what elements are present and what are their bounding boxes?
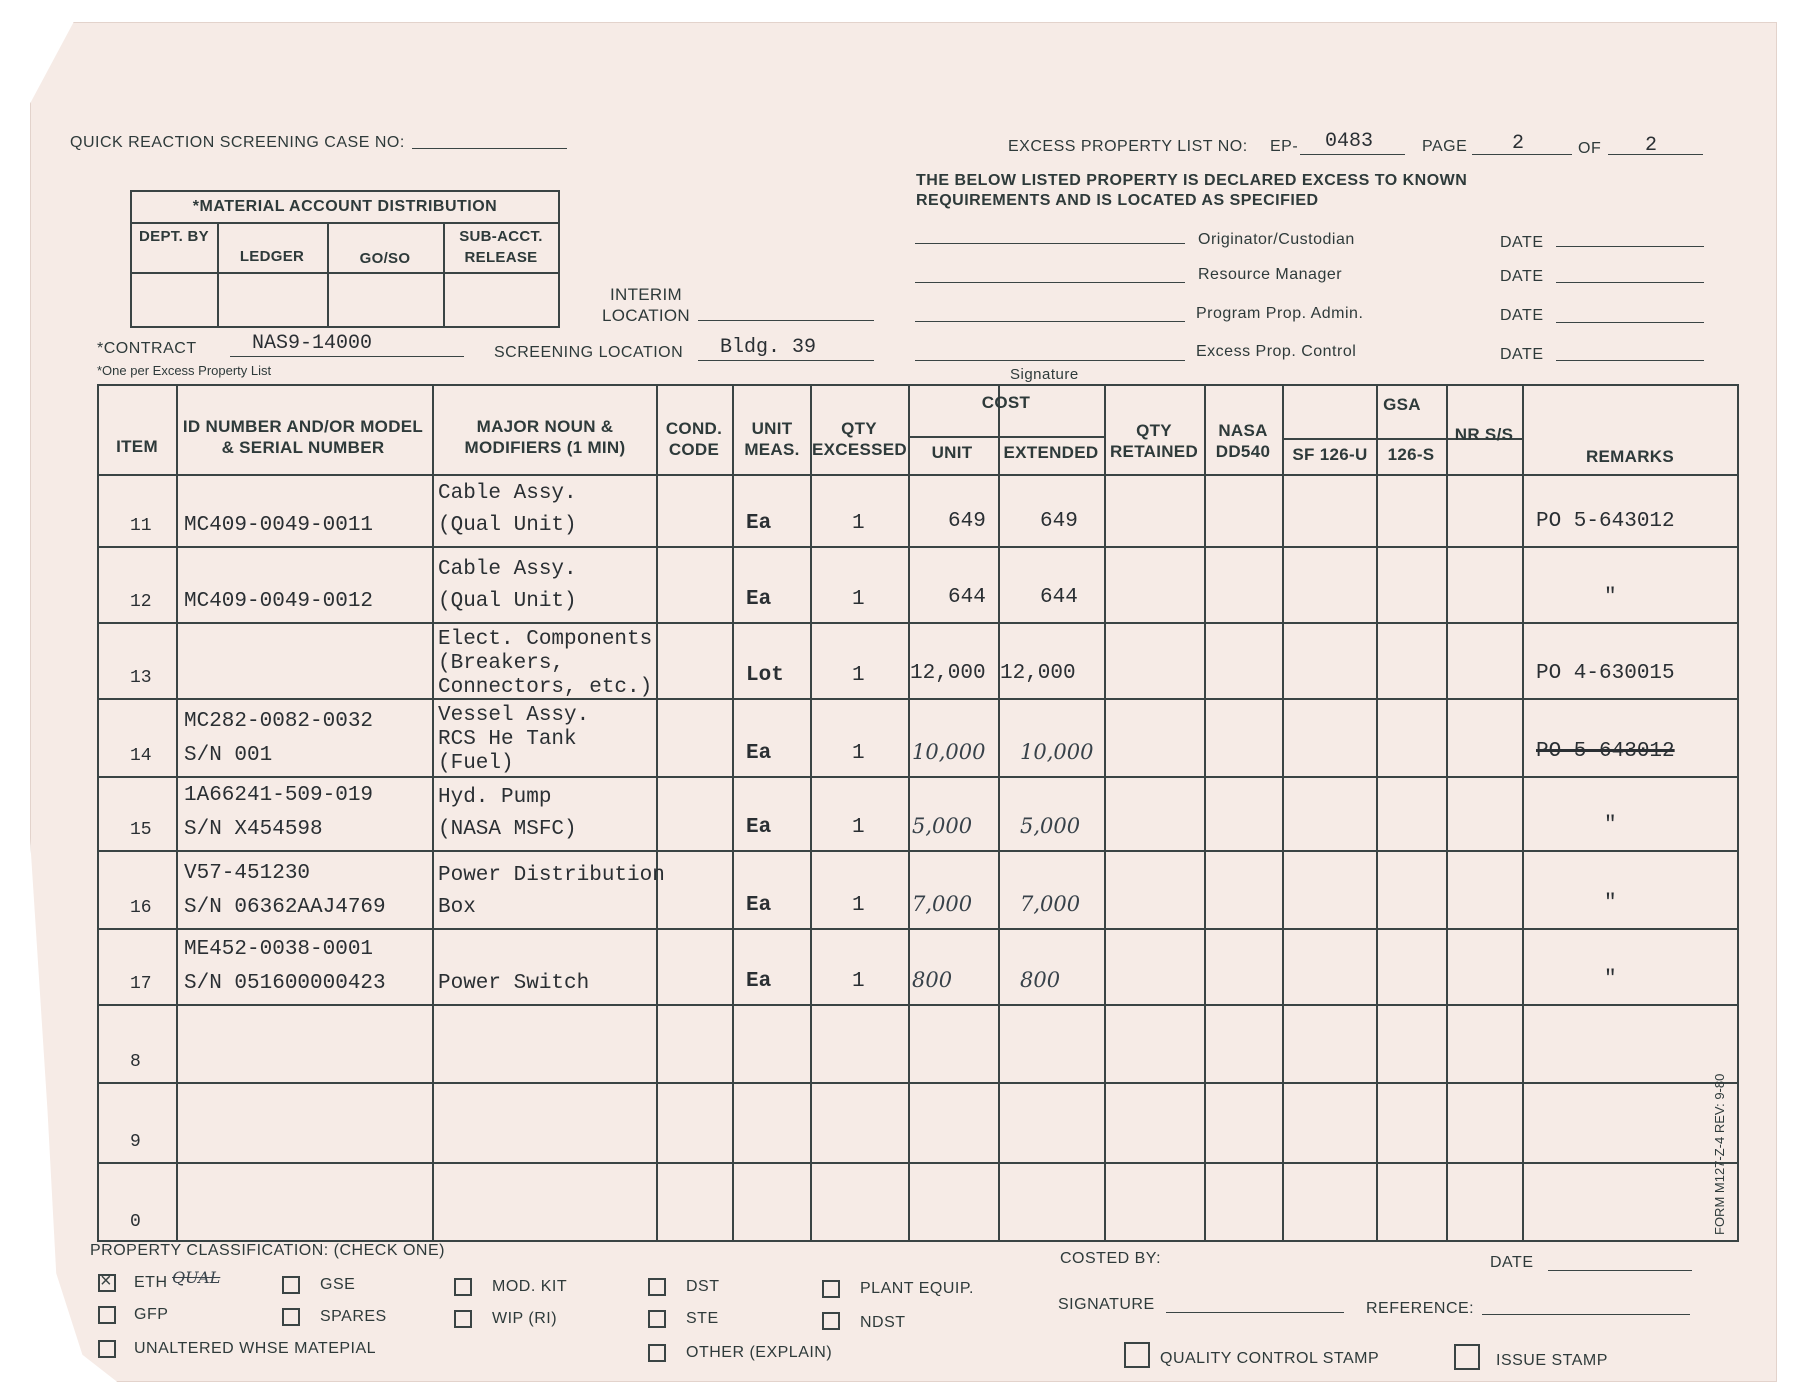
item-number: 9 (130, 1132, 141, 1152)
date-label: DATE (1500, 234, 1544, 251)
nasa-dd540-cell[interactable] (1206, 624, 1280, 696)
resource-date-field[interactable] (1556, 282, 1704, 283)
of-value: 2 (1645, 134, 1658, 157)
noun-line2: (Breakers, (438, 652, 565, 675)
col-ledger: LEDGER (239, 248, 305, 265)
nasa-dd540-cell[interactable] (1206, 548, 1280, 620)
126s-cell[interactable] (1378, 1164, 1444, 1240)
extended-cost: 800 (1020, 968, 1061, 992)
footer-date-field[interactable] (1548, 1270, 1692, 1271)
unaltered-label: UNALTERED WHSE MATEPIAL (134, 1340, 377, 1357)
footer-signature-label: SIGNATURE (1058, 1296, 1155, 1313)
sf126u-cell[interactable] (1284, 624, 1374, 696)
id-number-line2: MC409-0049-0012 (184, 590, 374, 613)
table-column-divider (176, 384, 178, 1242)
header-subdivider (908, 436, 1104, 438)
noun-line2: (NASA MSFC) (438, 818, 577, 841)
nr-ss-cell[interactable] (1448, 1006, 1520, 1080)
wip-checkbox[interactable] (454, 1310, 472, 1328)
qty-retained-cell[interactable] (1106, 1164, 1202, 1240)
remarks: " (1604, 968, 1617, 991)
unit-cost: 649 (948, 510, 986, 533)
excess-signature-field[interactable] (915, 360, 1185, 361)
gfp-checkbox[interactable] (98, 1306, 116, 1324)
quality-control-stamp-box[interactable] (1124, 1342, 1150, 1368)
extended-cost: 644 (1040, 586, 1078, 609)
unit-measure: Lot (746, 664, 784, 687)
nr-ss-cell[interactable] (1448, 930, 1520, 1002)
header-gsa: GSA (1383, 395, 1421, 414)
contract-field[interactable] (230, 356, 464, 357)
remarks: PO 5-643012 (1536, 740, 1675, 763)
signature-caption: Signature (1010, 366, 1079, 383)
ste-label: STE (686, 1310, 719, 1327)
sf126u-cell[interactable] (1284, 1164, 1374, 1240)
qty-retained-cell[interactable] (1106, 548, 1202, 620)
header-extended-cost: EXTENDED (1003, 443, 1099, 462)
qty-excessed: 1 (852, 588, 865, 611)
remarks: " (1604, 814, 1617, 837)
col-sub-acct-release: SUB-ACCT. RELEASE (459, 228, 543, 266)
id-number-line1: MC282-0082-0032 (184, 710, 374, 733)
contract-label: *CONTRACT (97, 340, 197, 357)
issue-stamp-label: ISSUE STAMP (1496, 1352, 1608, 1369)
header-id-number: ID NUMBER AND/OR MODEL & SERIAL NUMBER (182, 417, 424, 457)
header-item: ITEM (116, 437, 158, 456)
qty-retained-cell[interactable] (1106, 930, 1202, 1002)
nasa-dd540-cell[interactable] (1206, 1006, 1280, 1080)
mod-kit-checkbox[interactable] (454, 1278, 472, 1296)
header-unit-cost: UNIT (931, 443, 973, 462)
header-sf126u: SF 126-U (1292, 445, 1368, 464)
noun-line1: Cable Assy. (438, 558, 577, 581)
spares-label: SPARES (320, 1308, 387, 1325)
ndst-checkbox[interactable] (822, 1312, 840, 1330)
nr-ss-cell[interactable] (1448, 700, 1520, 774)
date-label: DATE (1500, 307, 1544, 324)
id-number-line2: S/N 001 (184, 744, 273, 767)
resource-signature-field[interactable] (915, 282, 1185, 283)
gse-checkbox[interactable] (282, 1276, 300, 1294)
noun-line1: Power Distribution (438, 864, 665, 887)
costed-by-label: COSTED BY: (1060, 1250, 1162, 1267)
qty-retained-cell[interactable] (1106, 852, 1202, 926)
126s-cell[interactable] (1378, 1006, 1444, 1080)
unit-measure: Ea (746, 894, 772, 917)
sub-acct-field[interactable] (445, 274, 558, 326)
resource-label: Resource Manager (1198, 266, 1343, 283)
126s-cell[interactable] (1378, 548, 1444, 620)
noun-line2: (Qual Unit) (438, 514, 577, 537)
originator-label: Originator/Custodian (1198, 231, 1355, 248)
nr-ss-cell[interactable] (1448, 778, 1520, 848)
header-nasa-dd540: NASA DD540 (1215, 421, 1271, 461)
126s-cell[interactable] (1378, 700, 1444, 774)
noun-line1: Power Switch (438, 972, 590, 995)
126s-cell[interactable] (1378, 778, 1444, 848)
dst-checkbox[interactable] (648, 1278, 666, 1296)
footer-date-label: DATE (1490, 1254, 1534, 1271)
footer-signature-field[interactable] (1166, 1312, 1344, 1313)
126s-cell[interactable] (1378, 852, 1444, 926)
id-number-line2: S/N 051600000423 (184, 972, 386, 995)
nasa-dd540-cell[interactable] (1206, 852, 1280, 926)
id-number-line2: S/N X454598 (184, 818, 323, 841)
sf126u-cell[interactable] (1284, 476, 1374, 544)
extended-cost: 10,000 (1020, 740, 1094, 764)
extended-cost: 5,000 (1020, 814, 1081, 838)
date-label: DATE (1500, 346, 1544, 363)
qty-retained-cell[interactable] (1106, 700, 1202, 774)
unit-measure: Ea (746, 742, 772, 765)
contract-value: NAS9-14000 (252, 332, 373, 355)
nr-ss-cell[interactable] (1448, 852, 1520, 926)
screening-location-value: Bldg. 39 (720, 336, 817, 359)
contract-note: *One per Excess Property List (97, 363, 272, 378)
nr-ss-cell[interactable] (1448, 1164, 1520, 1240)
126s-cell[interactable] (1378, 624, 1444, 696)
unit-cost: 5,000 (912, 814, 973, 838)
id-number-line1: V57-451230 (184, 862, 311, 885)
noun-line1: Vessel Assy. (438, 704, 590, 727)
mod-kit-label: MOD. KIT (492, 1278, 568, 1295)
gse-label: GSE (320, 1276, 356, 1293)
material-account-title: *MATERIAL ACCOUNT DISTRIBUTION (192, 198, 498, 215)
id-number-line1: ME452-0038-0001 (184, 938, 374, 961)
qty-excessed: 1 (852, 894, 865, 917)
remarks: " (1604, 586, 1617, 609)
dst-label: DST (686, 1278, 720, 1295)
unit-cost: 800 (912, 968, 953, 992)
nasa-dd540-cell[interactable] (1206, 930, 1280, 1002)
originator-date-field[interactable] (1556, 246, 1704, 247)
item-number: 13 (130, 668, 152, 688)
table-column-divider (810, 384, 812, 1242)
table-column-divider (432, 384, 434, 1242)
issue-stamp-box[interactable] (1454, 1344, 1480, 1370)
noun-line1: Elect. Components (438, 628, 653, 651)
126s-cell[interactable] (1378, 1084, 1444, 1160)
other-label: OTHER (EXPLAIN) (686, 1344, 833, 1361)
ledger-field[interactable] (219, 274, 327, 326)
table-column-divider (656, 384, 658, 1242)
unit-measure: Ea (746, 970, 772, 993)
eth-checkbox[interactable] (98, 1274, 116, 1292)
case-number-field[interactable] (412, 148, 567, 149)
qty-retained-cell[interactable] (1106, 1006, 1202, 1080)
date-label: DATE (1500, 268, 1544, 285)
screening-location-label: SCREENING LOCATION (494, 344, 684, 361)
ep-list-label: EXCESS PROPERTY LIST NO: (1008, 138, 1248, 155)
col-go-so: GO/SO (359, 250, 411, 267)
header-cond-code: COND. CODE (665, 419, 723, 459)
qty-excessed: 1 (852, 512, 865, 535)
sf126u-cell[interactable] (1284, 1006, 1374, 1080)
id-number-line2: MC409-0049-0011 (184, 514, 374, 537)
col-dept-by: DEPT. BY (139, 228, 209, 245)
item-number: 12 (130, 592, 152, 612)
originator-signature-field[interactable] (915, 243, 1185, 244)
interim-location-field[interactable] (698, 320, 874, 321)
eth-label: ETH (134, 1274, 168, 1291)
nr-ss-cell[interactable] (1448, 624, 1520, 696)
header-unit-meas: UNIT MEAS. (744, 419, 800, 459)
126s-cell[interactable] (1378, 476, 1444, 544)
extended-cost: 12,000 (1000, 662, 1076, 685)
id-number-line1: 1A66241-509-019 (184, 784, 374, 807)
qty-excessed: 1 (852, 816, 865, 839)
header-qty-retained: QTY RETAINED (1109, 421, 1199, 461)
item-number: 11 (130, 516, 152, 536)
item-number: 17 (130, 974, 152, 994)
nasa-dd540-cell[interactable] (1206, 1164, 1280, 1240)
remarks: PO 5-643012 (1536, 510, 1675, 533)
noun-line1: Cable Assy. (438, 482, 577, 505)
header-major-noun: MAJOR NOUN & MODIFIERS (1 MIN) (464, 417, 626, 457)
declaration-line2: REQUIREMENTS AND IS LOCATED AS SPECIFIED (916, 192, 1319, 209)
page-value: 2 (1512, 132, 1525, 155)
header-qty-excessed: QTY EXCESSED (812, 419, 907, 459)
extended-cost: 649 (1040, 510, 1078, 533)
noun-line3: (Fuel) (438, 752, 514, 775)
reference-field[interactable] (1482, 1314, 1690, 1315)
excess-date-field[interactable] (1556, 360, 1704, 361)
gfp-label: GFP (134, 1306, 169, 1323)
item-number: 14 (130, 746, 152, 766)
unit-cost: 644 (948, 586, 986, 609)
unit-measure: Ea (746, 816, 772, 839)
ste-checkbox[interactable] (648, 1310, 666, 1328)
qty-retained-cell[interactable] (1106, 1084, 1202, 1160)
header-nr-ss: NR S/S (1454, 425, 1514, 444)
classification-title: PROPERTY CLASSIFICATION: (CHECK ONE) (90, 1242, 445, 1259)
header-remarks: REMARKS (1585, 447, 1675, 466)
item-number: 8 (130, 1052, 141, 1072)
form-code: FORM M127-Z-4 REV: 9-80 (1712, 1073, 1727, 1235)
sf126u-cell[interactable] (1284, 1084, 1374, 1160)
divider (130, 222, 560, 224)
sf126u-cell[interactable] (1284, 700, 1374, 774)
nasa-dd540-cell[interactable] (1206, 778, 1280, 848)
excess-label: Excess Prop. Control (1196, 343, 1357, 360)
table-column-divider (908, 384, 910, 1242)
table-column-divider (998, 384, 1000, 1242)
declaration-line1: THE BELOW LISTED PROPERTY IS DECLARED EXCESS TO KNOWN (916, 172, 1468, 189)
nasa-dd540-cell[interactable] (1206, 700, 1280, 774)
sf126u-cell[interactable] (1284, 778, 1374, 848)
qty-retained-cell[interactable] (1106, 778, 1202, 848)
noun-line2: (Qual Unit) (438, 590, 577, 613)
ndst-label: NDST (860, 1314, 906, 1331)
remarks: " (1604, 892, 1617, 915)
unit-cost: 7,000 (912, 892, 973, 916)
plant-equip-checkbox[interactable] (822, 1280, 840, 1298)
header-cost: COST (981, 393, 1031, 412)
quality-control-stamp-label: QUALITY CONTROL STAMP (1160, 1350, 1380, 1367)
plant-equip-label: PLANT EQUIP. (860, 1280, 974, 1297)
wip-label: WIP (RI) (492, 1310, 558, 1327)
nr-ss-cell[interactable] (1448, 548, 1520, 620)
screening-location-field[interactable] (698, 360, 874, 361)
dept-by-field[interactable] (132, 274, 217, 326)
nasa-dd540-cell[interactable] (1206, 476, 1280, 544)
item-number: 0 (130, 1212, 141, 1232)
item-number: 15 (130, 820, 152, 840)
unit-measure: Ea (746, 588, 772, 611)
unit-measure: Ea (746, 512, 772, 535)
ep-number-field[interactable] (1300, 154, 1405, 155)
nr-ss-cell[interactable] (1448, 476, 1520, 544)
reference-label: REFERENCE: (1366, 1300, 1475, 1317)
noun-line2: RCS He Tank (438, 728, 577, 751)
item-number: 16 (130, 898, 152, 918)
header-126s: 126-S (1387, 445, 1435, 464)
nasa-dd540-cell[interactable] (1206, 1084, 1280, 1160)
eth-handwritten-note: QUAL (172, 1268, 221, 1287)
table-column-divider (1522, 384, 1524, 1242)
sf126u-cell[interactable] (1284, 852, 1374, 926)
extended-cost: 7,000 (1020, 892, 1081, 916)
noun-line2: Box (438, 896, 476, 919)
qty-retained-cell[interactable] (1106, 476, 1202, 544)
unit-cost: 10,000 (912, 740, 986, 764)
go-so-field[interactable] (329, 274, 443, 326)
sf126u-cell[interactable] (1284, 930, 1374, 1002)
qty-retained-cell[interactable] (1106, 624, 1202, 696)
program-date-field[interactable] (1556, 322, 1704, 323)
unaltered-checkbox[interactable] (98, 1340, 116, 1358)
qty-excessed: 1 (852, 664, 865, 687)
table-column-divider (732, 384, 734, 1242)
program-label: Program Prop. Admin. (1196, 305, 1364, 322)
unit-cost: 12,000 (910, 662, 986, 685)
remarks: PO 4-630015 (1536, 662, 1675, 685)
qty-excessed: 1 (852, 970, 865, 993)
of-label: OF (1578, 140, 1602, 157)
case-number-label: QUICK REACTION SCREENING CASE NO: (70, 134, 405, 151)
nr-ss-cell[interactable] (1448, 1084, 1520, 1160)
interim-location-label: INTERIM LOCATION (601, 285, 691, 325)
id-number-line2: S/N 06362AAJ4769 (184, 896, 386, 919)
ep-number-value: 0483 (1325, 130, 1374, 153)
program-signature-field[interactable] (915, 321, 1185, 322)
other-checkbox[interactable] (648, 1344, 666, 1362)
noun-line3: Connectors, etc.) (438, 676, 653, 699)
126s-cell[interactable] (1378, 930, 1444, 1002)
qty-excessed: 1 (852, 742, 865, 765)
page-label: PAGE (1422, 138, 1468, 155)
sf126u-cell[interactable] (1284, 548, 1374, 620)
spares-checkbox[interactable] (282, 1308, 300, 1326)
ep-prefix: EP- (1270, 138, 1299, 155)
noun-line1: Hyd. Pump (438, 786, 552, 809)
